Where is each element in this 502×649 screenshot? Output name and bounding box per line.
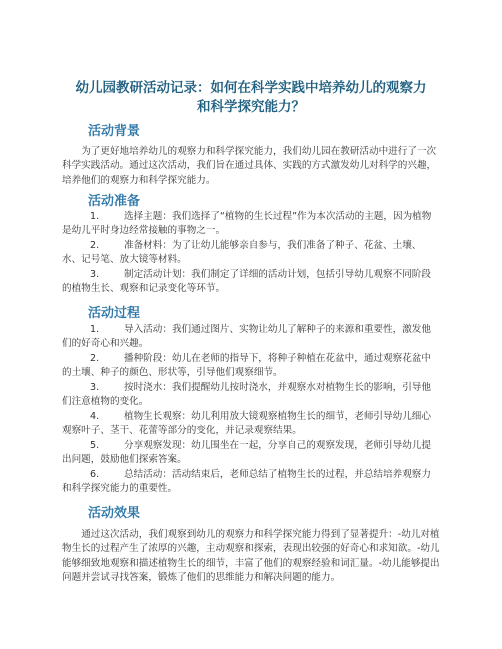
item-text: 播种阶段：幼儿在老师的指导下，将种子种植在花盆中，通过观察花盆中的土壤、种子的颜色、形状等，引导他们观察细节。 [62,353,431,379]
preparation-item [62,210,440,239]
background-paragraph: 为了更好地培养幼儿的观察力和科学探究能力，我们幼儿园在教研活动中进行了一次科学实践活动。通过这次活动，我们旨在通过具体、实践的方式激发幼儿对科学的兴趣，培养他们的观察力和科学探究能力。 [62,146,437,186]
section-heading-process: 活动过程 [88,306,141,321]
section-heading-results: 活动效果 [88,506,141,521]
section-heading-background: 活动背景 [88,124,141,139]
preparation-item [62,239,440,268]
item-text: 分享观察发现：幼儿围坐在一起，分享自己的观察发现，老师引导幼儿提出问题，鼓励他们探索答案。 [62,440,431,466]
item-number: 1. [90,324,100,335]
process-item [62,323,440,352]
process-item [62,352,440,381]
document-title-line-2: 和科学探究能力？ [197,99,305,115]
item-text: 导入活动：我们通过图片、实物让幼儿了解种子的来源和重要性，激发他们的好奇心和兴趣。 [62,324,431,350]
item-number: 4. [90,411,100,422]
item-text: 准备材料：为了让幼儿能够亲自参与，我们准备了种子、花盆、土壤、水、记号笔、放大镜等材料。 [62,240,422,266]
item-text: 制定活动计划：我们制定了详细的活动计划，包括引导幼儿观察不同阶段的植物生长、观察和记录变化等环节。 [62,269,431,295]
item-number: 2. [90,240,100,251]
preparation-item [62,268,440,297]
item-text: 选择主题：我们选择了“植物的生长过程”作为本次活动的主题，因为植物是幼儿平时身边经常接触的事物之一。 [62,211,432,237]
item-number: 2. [90,353,100,364]
item-number: 5. [90,440,100,451]
item-number: 3. [90,269,100,280]
item-number: 3. [90,382,100,393]
document-title-line-1: 幼儿园教研活动记录：如何在科学实践中培养幼儿的观察力 [75,80,427,96]
process-item [62,410,440,439]
item-number: 6. [90,469,100,480]
section-heading-preparation: 活动准备 [88,194,141,209]
item-number: 1. [90,211,100,222]
process-item [62,439,440,468]
item-text: 总结活动：活动结束后，老师总结了植物生长的过程，并总结培养观察力和科学探究能力的重要性。 [62,469,431,495]
process-item [62,381,440,410]
item-text: 按时浇水：我们提醒幼儿按时浇水，并观察水对植物生长的影响，引导他们注意植物的变化。 [62,382,431,408]
item-text: 植物生长观察：幼儿利用放大镜观察植物生长的细节，老师引导幼儿细心观察叶子、茎干、花蕾等部分的变化，并记录观察结果。 [62,411,431,437]
results-paragraph: 通过这次活动，我们观察到幼儿的观察力和科学探究能力得到了显著提升：-幼儿对植物生长的过程产生了浓厚的兴趣，主动观察和探索，表现出较强的好奇心和求知欲。-幼儿能够细致地观察和描述植物生长的细节，丰富了他们的观察经验和词汇量。-幼儿能够提出问题并尝试寻找答案，锻炼了他们的思维能力和解决问题的能力。 [62,529,440,583]
process-item [62,468,440,497]
